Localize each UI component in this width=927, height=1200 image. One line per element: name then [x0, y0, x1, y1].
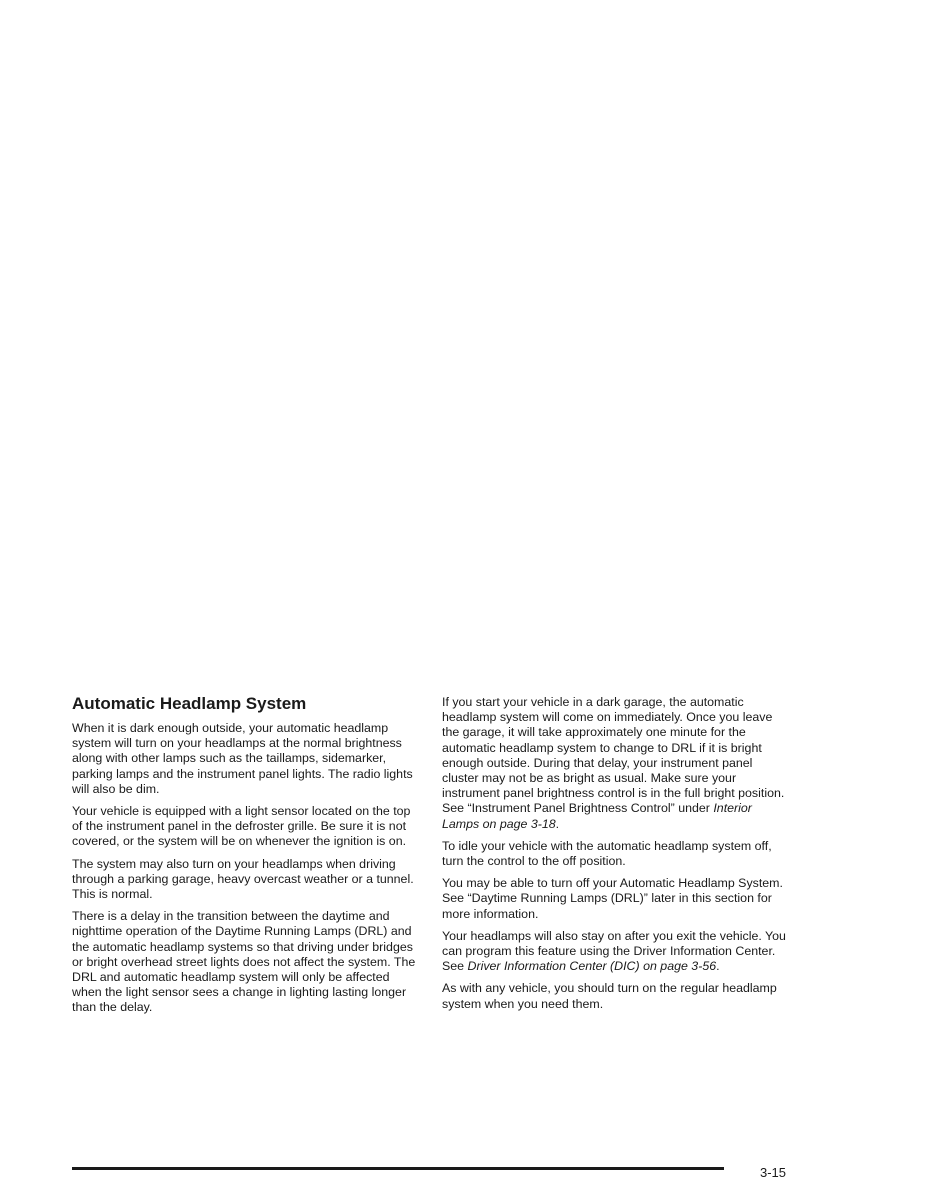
- paragraph: You may be able to turn off your Automatic Headlamp System. See “Daytime Running Lamps (DRL)” later in this section for more information.: [442, 876, 783, 921]
- paragraph: [442, 929, 792, 975]
- paragraph: [442, 695, 792, 832]
- footer-rule: [72, 1167, 724, 1170]
- paragraph-end: .: [716, 959, 720, 974]
- paragraph: There is a delay in the transition between the daytime and nighttime operation of the Daytime Running Lamps (DRL) and the automatic headlamp systems so that driving under bridges or bright overhead street lights does not affect the system. The DRL and automatic headlamp system will only be affected when the light sensor sees a change in lighting lasting longer than the delay.: [72, 909, 416, 1015]
- paragraph-end: .: [555, 816, 560, 831]
- paragraph: As with any vehicle, you should turn on the regular headlamp system when you need them.: [442, 981, 777, 1011]
- section-title: Automatic Headlamp System: [72, 694, 307, 713]
- paragraph: The system may also turn on your headlamps when driving through a parking garage, heavy overcast weather or a tunnel. This is normal.: [72, 856, 414, 902]
- cross-reference-link[interactable]: Interior Lamps on page 3-18: [442, 801, 752, 831]
- paragraph: To idle your vehicle with the automatic headlamp system off, turn the control to the off position.: [442, 838, 772, 869]
- paragraph-text: Your headlamps will also stay on after you exit the vehicle. You can program this feature using the Driver Information Center. See: [442, 928, 786, 974]
- paragraph: Your vehicle is equipped with a light sensor located on the top of the instrument panel in the defroster grille. Be sure it is not covered, or the system will be on whenever the ignition is on.: [72, 804, 411, 849]
- paragraph-text: If you start your vehicle in a dark garage, the automatic headlamp system will come on immediately. Once you leave the garage, it will take approximately one minute for the automatic headlamp system to change to DRL if it is bright enough outside. During that delay, your instrument panel cluster may not be as bright as usual. Make sure your instrument panel brightness control is in the full bright position. See “Instrument Panel Brightness Control” under: [442, 695, 785, 816]
- paragraph: When it is dark enough outside, your automatic headlamp system will turn on your headlamps at the normal brightness along with other lamps such as the taillamps, sidemarker, parking lamps and the instrument panel lights. The radio lights will also be dim.: [72, 721, 413, 796]
- right-column: [442, 695, 792, 1019]
- left-column: [72, 694, 422, 1023]
- cross-reference-link[interactable]: Driver Information Center (DIC) on page 3-56: [467, 959, 717, 974]
- page-number: 3-15: [760, 1165, 787, 1180]
